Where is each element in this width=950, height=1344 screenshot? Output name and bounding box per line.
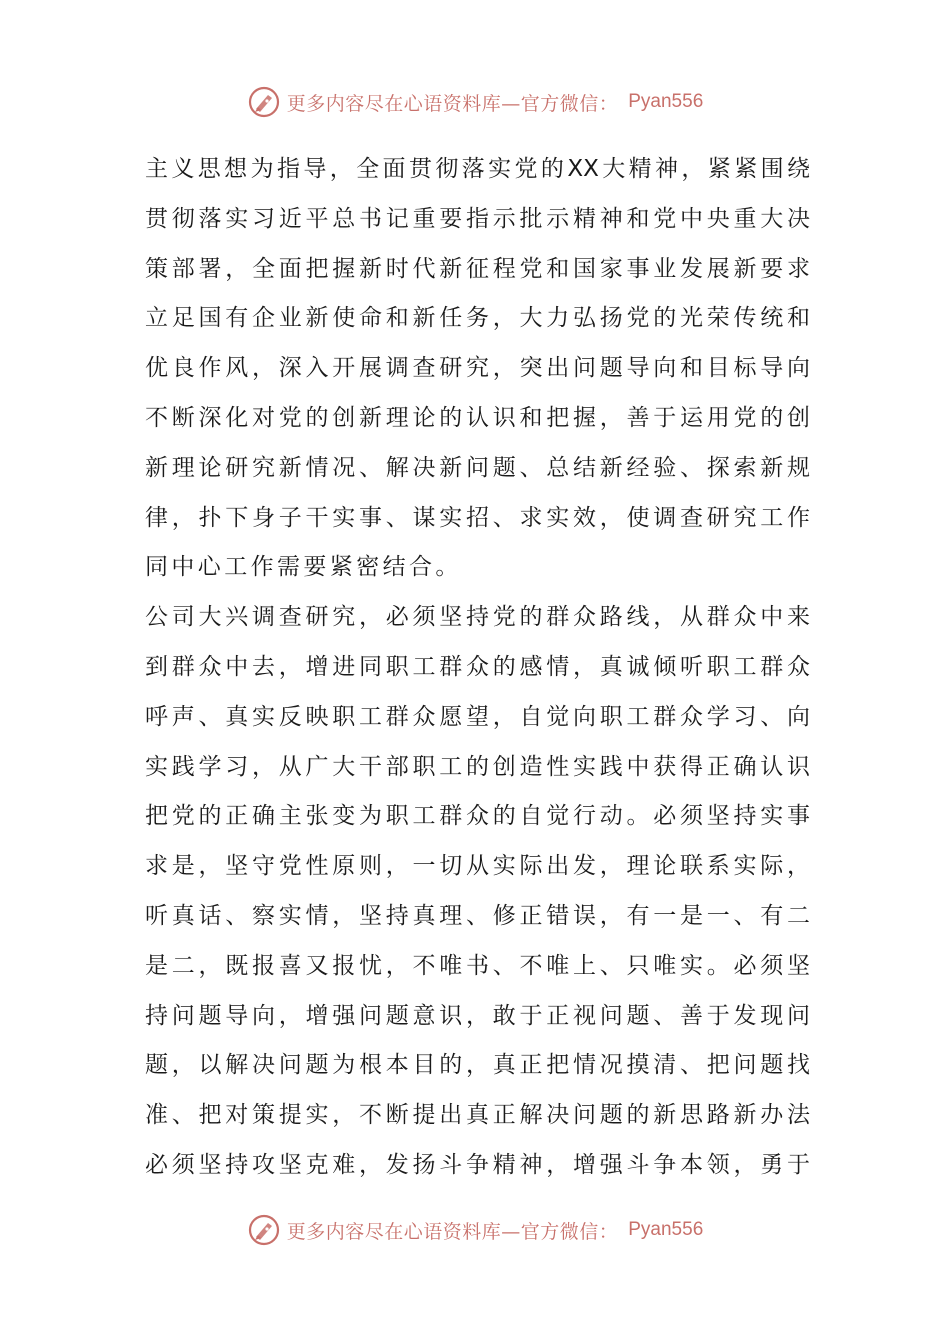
text-line: 不断深化对党的创新理论的认识和把握，善于运用党的创 — [145, 404, 810, 431]
text-line: 听真话、察实情，坚持真理、修正错误，有一是一、有二 — [145, 902, 810, 929]
text-line: 呼声、真实反映职工群众愿望，自觉向职工群众学习、向 — [145, 703, 810, 730]
document-body — [145, 145, 810, 1191]
text-line: 律，扑下身子干实事、谋实招、求实效，使调查研究工作 — [145, 504, 810, 531]
text-line: 新理论研究新情况、解决新问题、总结新经验、探索新规 — [145, 454, 810, 481]
pen-nib-seal-icon — [247, 85, 281, 119]
text-line: 策部署，全面把握新时代新征程党和国家事业发展新要求 — [145, 255, 810, 282]
watermark-header — [0, 82, 950, 122]
watermark-header-inner — [247, 85, 704, 119]
text-line: 准、把对策提实，不断提出真正解决问题的新思路新办法 — [145, 1102, 810, 1129]
text-line: 贯彻落实习近平总书记重要指示批示精神和党中央重大决 — [145, 205, 810, 232]
text-line: 到群众中去，增进同职工群众的感情，真诚倾听职工群众 — [145, 653, 810, 680]
watermark-wechat-id: Pyan556 — [628, 91, 704, 112]
text-line: 公司大兴调查研究，必须坚持党的群众路线，从群众中来 — [145, 604, 810, 631]
text-line: 题，以解决问题为根本目的，真正把情况摸清、把问题找 — [145, 1052, 810, 1079]
pen-nib-seal-icon — [247, 1213, 281, 1247]
watermark-wechat-id: Pyan556 — [628, 1219, 704, 1240]
text-line: 实践学习，从广大干部职工的创造性实践中获得正确认识 — [145, 753, 810, 780]
watermark-brand-text: 更多内容尽在心语资料库—官方微信： — [286, 92, 619, 115]
text-line: 立足国有企业新使命和新任务，大力弘扬党的光荣传统和 — [145, 305, 810, 332]
text-line: 主义思想为指导，全面贯彻落实党的XX大精神，紧紧围绕 — [145, 156, 810, 182]
watermark-brand-text: 更多内容尽在心语资料库—官方微信： — [286, 1220, 619, 1243]
text-line: 把党的正确主张变为职工群众的自觉行动。必须坚持实事 — [145, 803, 810, 830]
text-line: 求是，坚守党性原则，一切从实际出发，理论联系实际， — [145, 853, 810, 880]
text-line: 优良作风，深入开展调查研究，突出问题导向和目标导向 — [145, 355, 810, 382]
watermark-footer — [0, 1210, 950, 1250]
watermark-footer-inner — [247, 1213, 704, 1247]
text-line: 必须坚持攻坚克难，发扬斗争精神，增强斗争本领，勇于 — [145, 1151, 810, 1178]
text-line-paragraph-end: 同中心工作需要紧密结合。 — [145, 554, 462, 581]
text-line: 持问题导向，增强问题意识，敢于正视问题、善于发现问 — [145, 1002, 810, 1029]
text-line: 是二，既报喜又报忧，不唯书、不唯上、只唯实。必须坚 — [145, 952, 810, 979]
